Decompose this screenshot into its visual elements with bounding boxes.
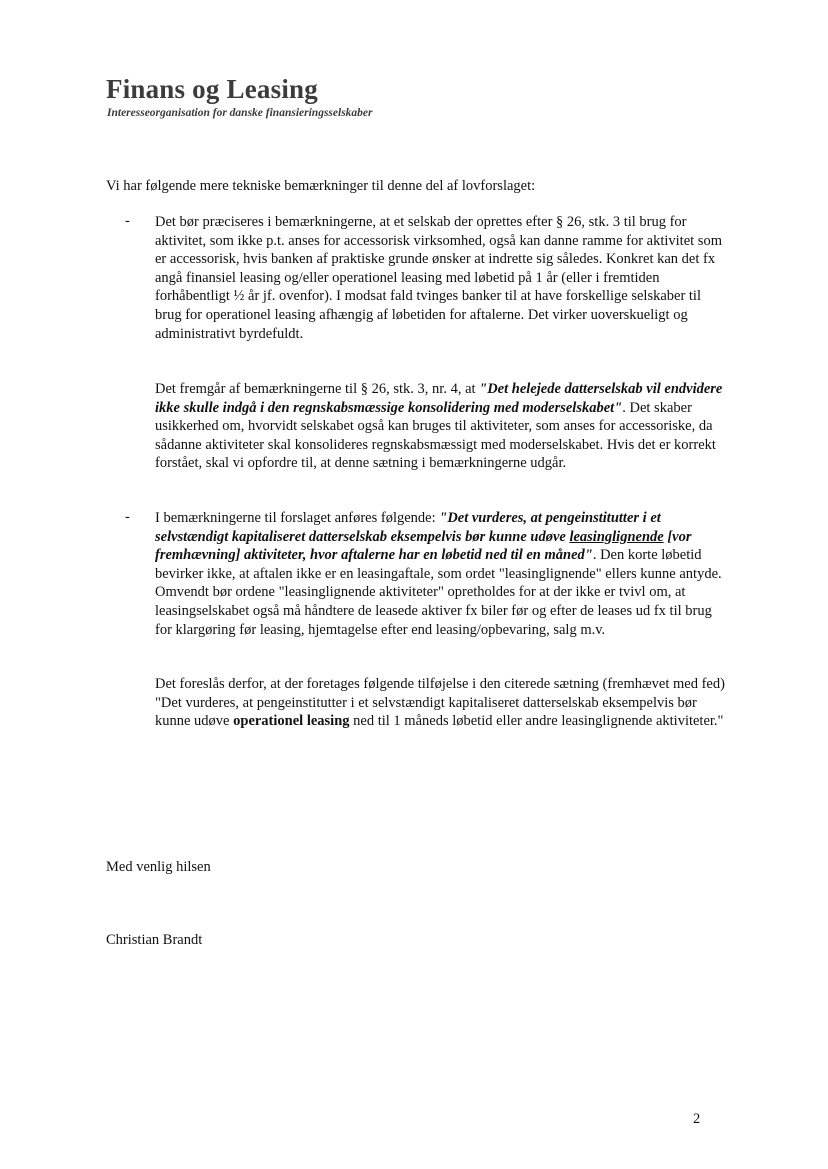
bullet-marker: - <box>125 213 130 229</box>
signature-name: Christian Brandt <box>106 932 203 948</box>
paragraph-text: . Den korte løbetid bevirker ikke, at aftalen ikke er en leasingaftale, som ordet "leasinglignende" ellers kunne antyde. Omvendt bør ordene "leasinglignende aktiviteter" opretholdes for at der ikke er tvivl om, at leasingselskabet også må håndtere de leasede aktiver fx biler før og efter de leases ud fx til brug for klargøring før leasing, hjemtagelse efter end leasing/opbevaring, salg m.v. <box>155 547 722 638</box>
quoted-text: "Det vurderes, at pengeinstitutter i et selvstændigt kapitaliseret datterselskab eksempelvis bør kunne udøve <box>155 510 661 545</box>
paragraph-text: . Det skaber usikkerhed om, hvorvidt selskabet også kan bruges til aktiviteter, som anses for accessoriske, da sådanne aktiviteter skal konsolideres regnskabsmæssigt med moderselskabet. Hvis det er korrekt forstået, skal vi opfordre til, at denne sætning i bemærkningerne udgår. <box>155 399 716 472</box>
paragraph-text: Det fremgår af bemærkningerne til § 26, stk. 3, nr. 4, at <box>155 381 480 397</box>
organization-tagline: Interesseorganisation for danske finansieringsselskaber <box>107 107 373 119</box>
closing-greeting: Med venlig hilsen <box>106 859 211 875</box>
paragraph-konsolidering <box>155 380 725 473</box>
intro-text: Vi har følgende mere tekniske bemærkninger til denne del af lovforslaget: <box>106 178 536 194</box>
paragraph-accessorisk: Det bør præciseres i bemærkningerne, at et selskab der oprettes efter § 26, stk. 3 til brug for aktivitet, som ikke p.t. anses for accessorisk virksomhed, også kan danne ramme for aktivitet som er accessorisk, hvis banken af praktiske grunde ønsker at indrette sig således. Konkret kan det fx angå finansiel leasing og/eller operationel leasing med løbetid på 1 år (eller i fremtiden forhåbentligt ½ år jf. ovenfor). I modsat fald tvinges banker til at have forskellige selskaber til brug for operationel leasing afhængig af løbetiden for aftalerne. Det virker uoverskueligt og administrativt byrdefuldt. <box>155 214 722 342</box>
underlined-emphasis: leasinglignende <box>569 528 664 545</box>
paragraph-leasinglignende <box>155 509 725 639</box>
paragraph-text: I bemærkningerne til forslaget anføres følgende: <box>155 510 440 526</box>
bold-emphasis: operationel leasing <box>233 713 350 730</box>
quoted-text: "Det helejede datterselskab vil endvidere ikke skulle indgå i den regnskabsmæssige konsolidering med moderselskabet" <box>155 381 723 416</box>
paragraph-forslag <box>155 675 725 731</box>
paragraph-text: Det foreslås derfor, at der foretages følgende tilføjelse i den citerede sætning (fremhævet med fed) "Det vurderes, at pengeinstitutter i et selvstændigt kapitaliseret datterselskab eksempelvis bør kunne udøve <box>155 676 725 730</box>
bullet-marker: - <box>125 509 130 525</box>
paragraph-text: ned til 1 måneds løbetid eller andre leasinglignende aktiviteter." <box>349 713 724 730</box>
quoted-text: [vor fremhævning] aktiviteter, hvor aftalerne har en løbetid ned til en måned" <box>155 528 692 564</box>
page-number: 2 <box>693 1111 701 1127</box>
organization-name: Finans og Leasing <box>106 74 318 104</box>
